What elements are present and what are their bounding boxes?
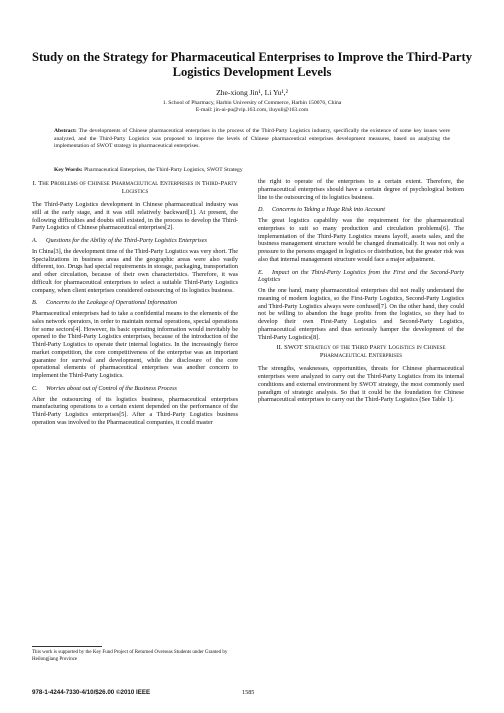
subsection-heading-c: C. Worries about out of Control of the Business Process	[32, 384, 177, 392]
paragraph: In China[3], the development time of the Third-Party Logistics was very short. The Specializations in business areas and the geographic areas were also vastly different, too. Drugs had special requirements in storage, packaging, transportation and other circulation, because of their own characteristics. Therefore, it was difficult for pharmaceutical enterprises to select a suitable Third-Party Logistics company, when client enterprises considered outsourcing of its logistics business.	[32, 247, 238, 294]
subsection-heading-e: E. Impact on the Third-Party Logistics from the First and the Second-Party Logistics	[258, 268, 464, 284]
author-line: Zhe-xiong Jin¹, Li Yu¹,²	[216, 88, 288, 97]
subsection-heading-b: B. Concerns to the Leakage of Operational Information	[32, 299, 177, 307]
email-line: E-mail: jin-ai-pu@vip.163.com, iluyuli@163.com	[195, 107, 309, 113]
footer-isbn: 978-1-4244-7330-4/10/$26.00 ©2010 IEEE	[32, 689, 151, 696]
abstract-text: The developments of Chinese pharmaceutical enterprises in the process of the Third-Party Logistics industry, specifically the existence of some key issues were analyzed, and the Third-Party Logistics was proposed to improve the levels of Chinese pharmaceutical enterprises development measures, based on analyzing the implementation of SWOT strategy in pharmaceutical enterprises.	[54, 128, 450, 150]
paragraph: Pharmaceutical enterprises had to take a confidential means to the elements of the sales network operators, in order to maintain normal operations, special operations for some sectors[4]. However, its basic operating information would inevitably be opened to the Third-Party Logistics enterprises, because of the introduction of the Third-Party Logistics to operate their internal logistics. In the increasingly fierce market competition, the core competitiveness of the enterprise was an important guarantee for survival and development, while the disclosure of the core operational elements of pharmaceutical enterprises was another concern to implement the Third-Party Logistics.	[32, 310, 238, 379]
section-heading-1-text: The Problems of Chinese Pharmaceutical Enterprises in Third-Party Logistics	[38, 180, 238, 195]
subsection-heading-d: D. Concerns to Taking a Huge Risk into Account	[258, 206, 385, 214]
left-column	[32, 178, 238, 430]
paragraph: The great logistics capability was the requirement for the pharmaceutical enterprises to suit so many production and circulation problems[6]. The implementation of the Third-Party Logistics means layoff, assets sales, and the business management structure would be changed dramatically. It was not only a pressure to the persons engaged in logistics or distribution, but the greater risk was also that internal management structure would face a major adjustment.	[258, 217, 464, 263]
footnote-divider	[32, 646, 102, 647]
abstract-label: Abstract:	[54, 128, 77, 134]
paragraph: After the outsourcing of its logistics business, pharmaceutical enterprises manufacturing operations to a certain extent depended on the performance of the Third-Party Logistics enterprises[5]. After a Third-Party Logistics business operation was involved to the Pharmaceutical companies, it could master	[32, 395, 238, 426]
section-heading-2-text: SWOT Strategy of the Third Party Logistics in Chinese Pharmaceutical Enterprises	[284, 344, 446, 360]
paper-title: Study on the Strategy for Pharmaceutical Enterprises to Improve the Third-Party Logistics Development Levels	[31, 50, 473, 79]
paragraph: the right to operate of the enterprises to a certain extent. Therefore, the pharmaceutical enterprises should have a certain degree of psychological bottom line to the outsourcing of its logistics business.	[258, 178, 464, 201]
page-number: 1585	[242, 689, 255, 696]
paragraph: The strengths, weaknesses, opportunities, threats for Chinese pharmaceutical enterprises were analyzed to carry out the Third-Party Logistics from its internal conditions and external environment by SWOT strategy, the most commonly used paradigm of strategic analysis. So that it could be the foundation for Chinese pharmaceutical enterprises to carry out the Third-Party Logistics (See Table 1).	[258, 365, 464, 404]
paragraph: The Third-Party Logistics development in Chinese pharmaceutical industry was still at the early stage, and it was still relatively backward[1]. At present, the following difficulties and doubts still existed, in the process to develop the Third-Party Logistics of Chinese pharmaceutical enterprises[2].	[32, 201, 238, 232]
paragraph: On the one hand, many pharmaceutical enterprises did not really understand the meaning of modern logistics, so the First-Party Logistics, Second-Party Logistics and Third-Party Logistics always were confused[7]. On the other hand, they could not be willing to abandon the huge profits from the logistics, so they had to develop their own First-Party Logistics and Second-Party Logistics, pharmaceutical enterprises and thus seriously hamper the development of the Third-Party Logistics[8].	[258, 287, 464, 341]
footnote: This work is supported by the Key Fund Project of Returned Overseas Students under Granted by Heilongjiang Province	[32, 650, 228, 662]
affiliation-block	[0, 100, 504, 114]
subsection-heading-a: A. Questions for the Ability of the Third-Party Logistics Enterprises	[32, 237, 207, 244]
keywords	[54, 167, 450, 173]
section-heading-2: II. SWOT Strategy of the Third Party Logistics in Chinese Pharmaceutical Enterprises	[276, 344, 446, 360]
abstract	[54, 128, 450, 151]
keywords-label: Key Words:	[54, 167, 83, 173]
affiliation: 1. School of Pharmacy, Harbin University of Commerce, Harbin 150076, China	[162, 100, 342, 106]
keywords-text: Pharmaceutical Enterprises, the Third-Party Logistics, SWOT Strategy	[84, 167, 243, 173]
section-heading-1: I. The Problems of Chinese Pharmaceutical Enterprises in Third-Party Logistics	[32, 180, 238, 195]
right-column	[258, 178, 464, 407]
